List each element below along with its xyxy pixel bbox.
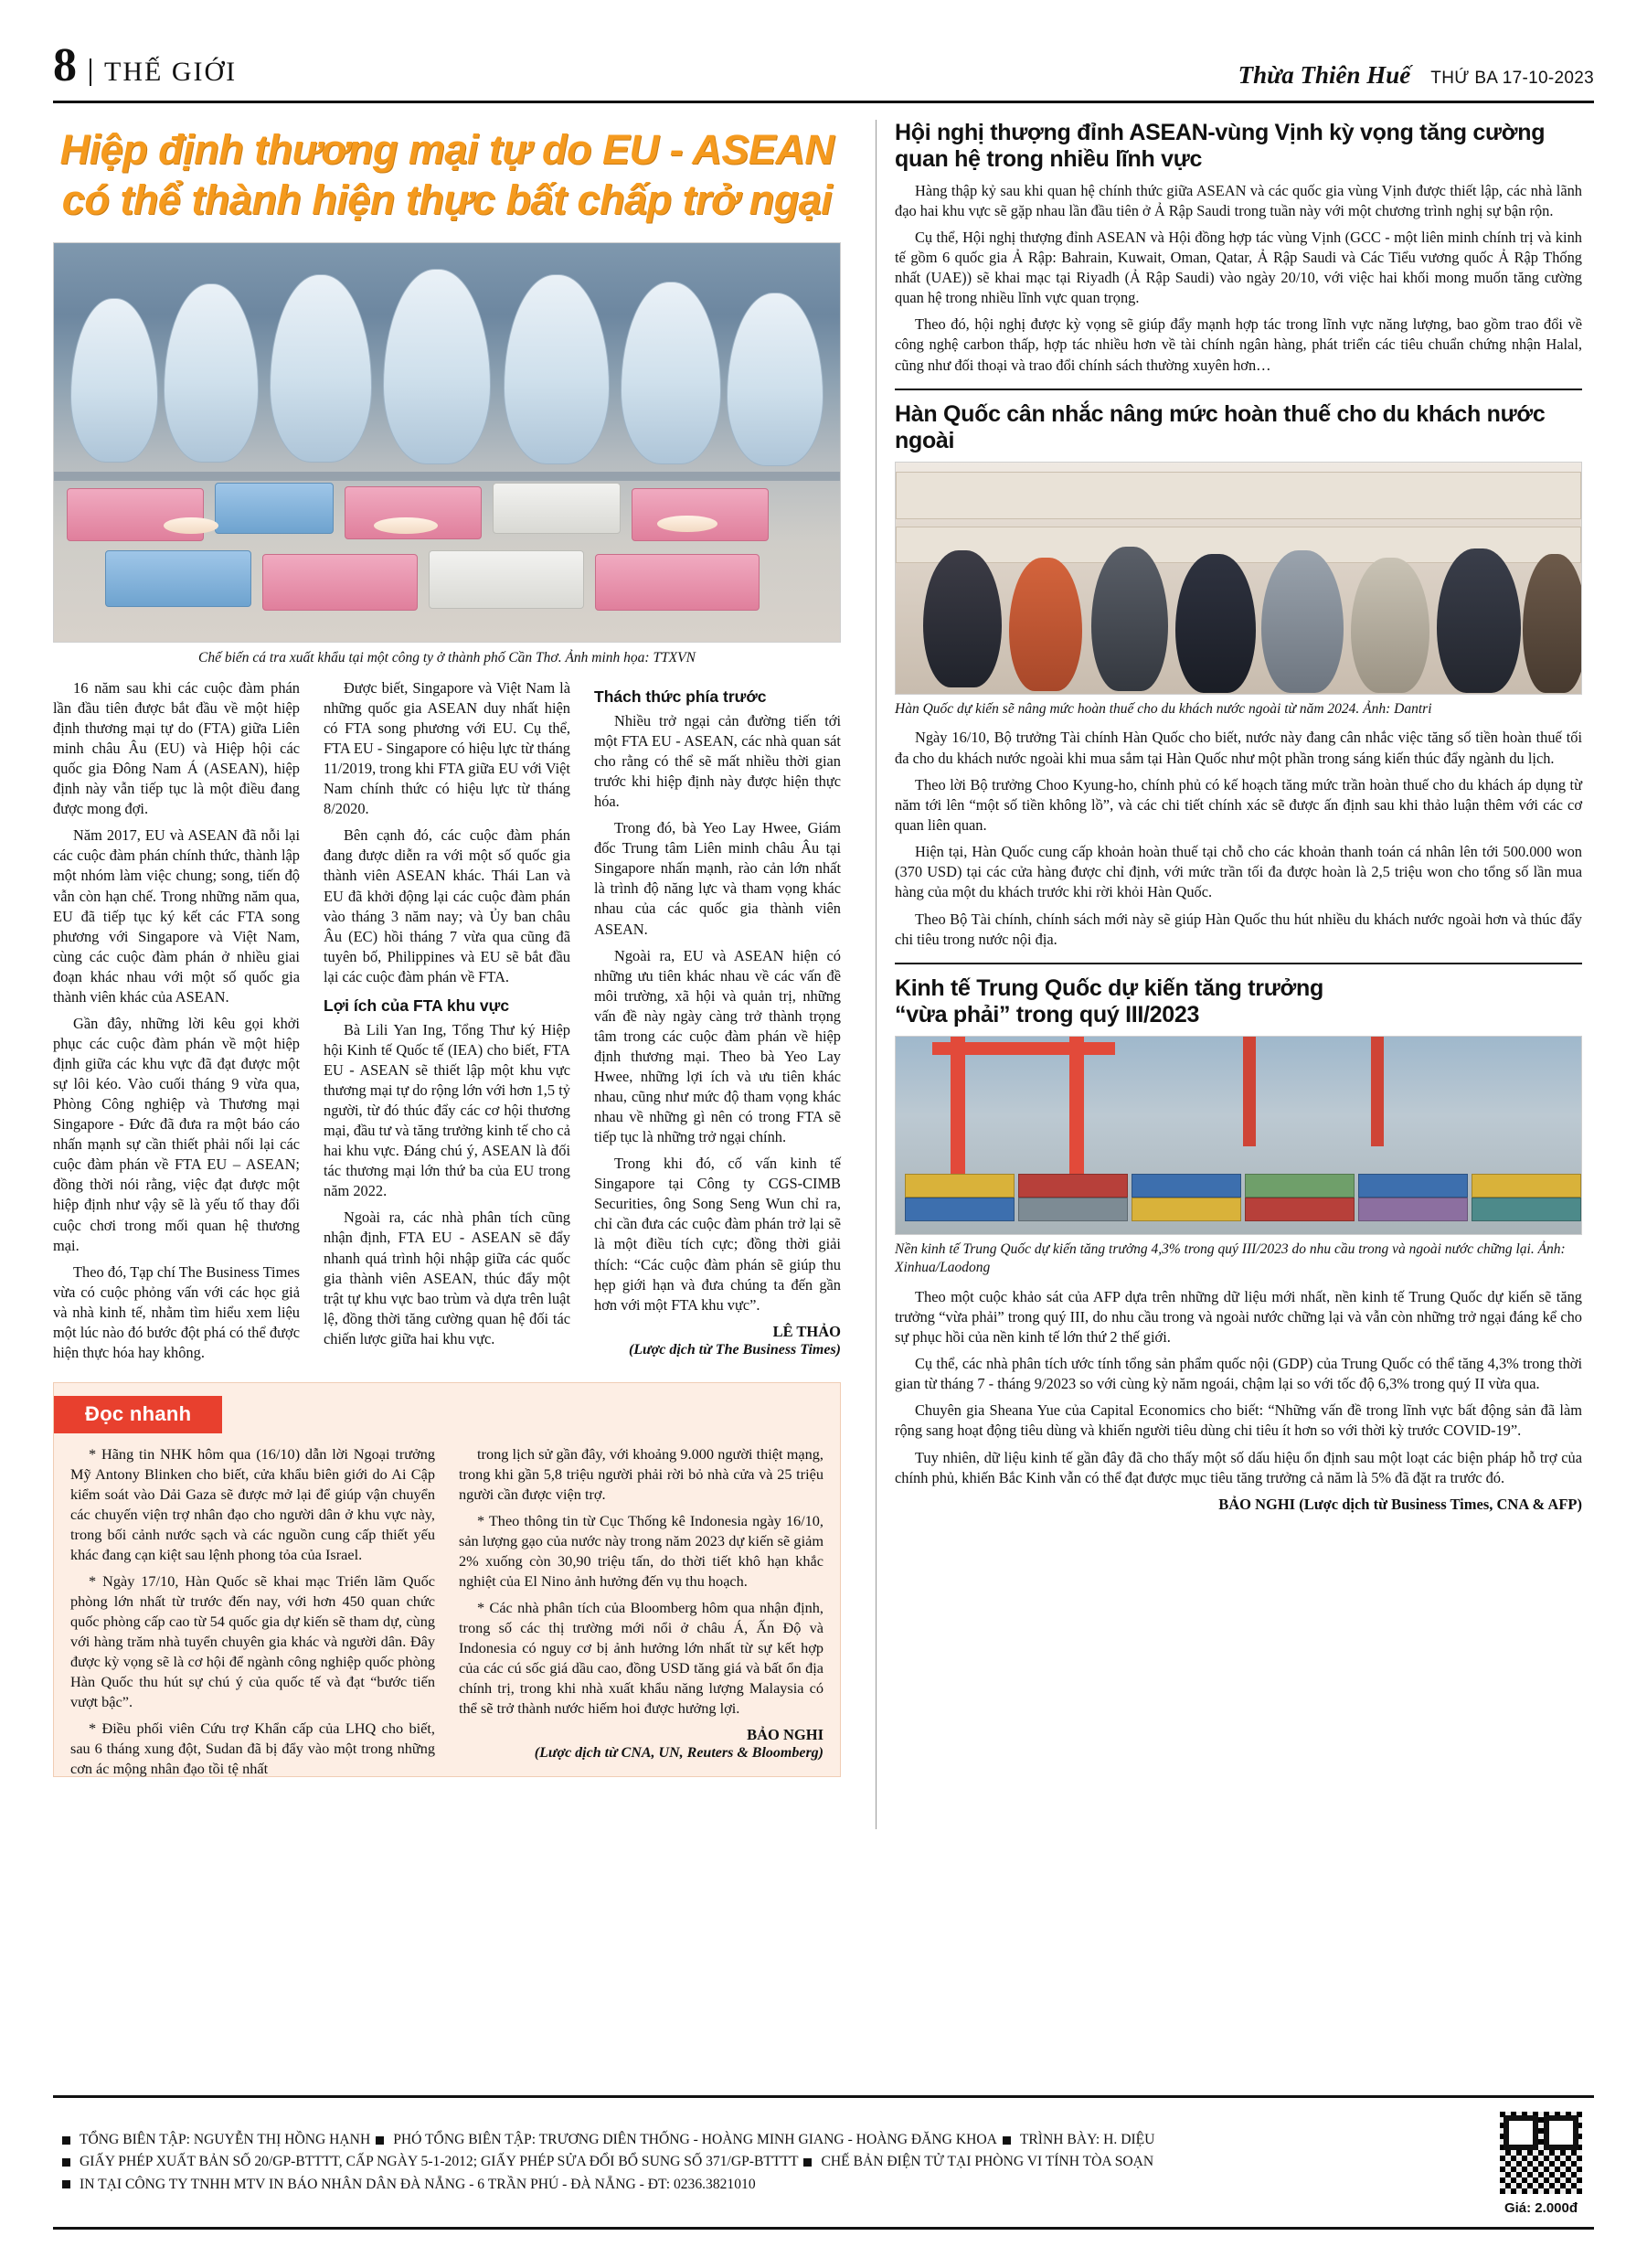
lead-headline-line2: có thể thành hiện thực bất chấp trở ngại: [61, 176, 833, 223]
quick-read-title: Đọc nhanh: [54, 1396, 222, 1433]
photo-shelf: [896, 472, 1581, 519]
lead-photo: [53, 242, 841, 643]
bullet-square-icon: [62, 2136, 70, 2145]
subheading: Thách thức phía trước: [594, 687, 767, 706]
byline: BẢO NGHI: [747, 1725, 824, 1743]
story3-headline-line1: Kinh tế Trung Quốc dự kiến tăng trưởng: [895, 974, 1323, 1001]
footer-line-3: [62, 2174, 1154, 2196]
paper-title: Thừa Thiên Huế: [1238, 61, 1411, 89]
photo-container: [1472, 1174, 1581, 1198]
photo-container: [1245, 1174, 1355, 1198]
photo-tray: [493, 483, 621, 534]
photo-container: [1018, 1174, 1128, 1198]
photo-tray: [632, 488, 769, 541]
story3-photo: [895, 1036, 1582, 1235]
photo-figure: [1091, 547, 1168, 691]
photo-container: [1132, 1198, 1241, 1221]
paragraph: Theo đó, Tạp chí The Business Times vừa có cuộc phỏng vấn với các học giả và nhà kinh tế, nhằm tìm hiểu xem liệu một lúc nào đó bước đột phá có thể được hiện thực hóa hay không.: [53, 1262, 300, 1361]
byline: LÊ THẢO: [772, 1322, 841, 1340]
photo-container: [905, 1174, 1015, 1198]
paragraph: Theo một cuộc khảo sát của AFP dựa trên những dữ liệu mới nhất, nền kinh tế Trung Quốc dự kiến sẽ tăng trưởng “vừa phải” trong quý III, do nhu cầu trong và ngoài nước chững lại và vẫn còn những trở ngại đáng kể cho sự phục hồi của nền kinh tế lớn thứ 2 thế giới.: [895, 1287, 1582, 1346]
story2-photo: [895, 462, 1582, 695]
story1-headline: Hội nghị thượng đỉnh ASEAN-vùng Vịnh kỳ vọng tăng cường quan hệ trong nhiều lĩnh vực: [895, 120, 1546, 173]
lead-photo-caption: Chế biến cá tra xuất khẩu tại một công ty ở thành phố Cần Thơ. Ảnh minh họa: TTXVN: [198, 649, 696, 665]
footer-line-2: [62, 2151, 1154, 2173]
quick-read-box: [53, 1382, 841, 1777]
lead-column-3: [594, 678, 841, 1369]
column-divider: [876, 120, 877, 1829]
photo-figure: [1009, 558, 1082, 691]
price-label: Giá: 2.000đ: [1504, 2200, 1578, 2216]
qr-code-icon: [1497, 2109, 1585, 2197]
photo-crane: [1069, 1037, 1084, 1174]
bullet-square-icon: [62, 2180, 70, 2188]
left-zone: [53, 120, 861, 1829]
paragraph: Chuyên gia Sheana Yue của Capital Economics cho biết: “Những vấn đề trong lĩnh vực bất động sản đã làm rộng sang hoạt động tiêu dùng và khiến người tiêu dùng chi tiêu ít hơn so với thời kỳ trước COVID-19”.: [895, 1401, 1582, 1440]
page-number: 8: [53, 39, 77, 91]
bullet-square-icon: [803, 2158, 812, 2167]
issue-date: THỨ BA 17-10-2023: [1430, 69, 1594, 88]
right-zone: [891, 120, 1582, 1829]
photo-container: [1132, 1174, 1241, 1198]
photo-tray: [262, 554, 418, 611]
bullet-square-icon: [62, 2158, 70, 2167]
footer-text: [62, 2129, 1154, 2195]
lead-column-1: [53, 678, 300, 1369]
printing-info: IN TẠI CÔNG TY TNHH MTV IN BÁO NHÂN DÂN ĐÀ NẴNG - 6 TRẦN PHÚ - ĐÀ NẴNG - ĐT: 0236.3821010: [80, 2176, 756, 2192]
photo-figure: [1261, 550, 1344, 693]
paragraph: Theo lời Bộ trưởng Choo Kyung-ho, chính phủ có kế hoạch tăng mức trần hoàn thuế cho du khách áp dụng từ năm tới lên “một số tiền không lồ”, và các chi tiết chính xác sẽ được ấn định sau khi thảo luận thêm với các cơ quan liên quan.: [895, 775, 1582, 834]
photo-container: [1358, 1198, 1468, 1221]
quick-item: trong lịch sử gần đây, với khoảng 9.000 người thiệt mạng, trong khi gần 5,8 triệu người phải rời bỏ nhà cửa và 25 triệu người cần được viện trợ.: [459, 1444, 824, 1503]
masthead-left: [53, 39, 238, 91]
photo-figure: [1175, 554, 1256, 693]
paragraph: Trong đó, bà Yeo Lay Hwee, Giám đốc Trung tâm Liên minh châu Âu tại Singapore nhấn mạnh, rào cản lớn nhất là trình độ năng lực và tham vọng khác nhau của các quốc gia thành viên ASEAN.: [594, 819, 841, 938]
photo-rail: [54, 472, 840, 481]
photo-fish: [374, 517, 438, 534]
paragraph: Hàng thập kỷ sau khi quan hệ chính thức giữa ASEAN và các quốc gia vùng Vịnh được thiết lập, các nhà lãnh đạo hai khu vực sẽ gặp nhau lần đầu tiên ở Ả Rập Saudi trong tuần này với một chương trình nghị sự bận rộn.: [895, 181, 1582, 219]
paragraph: Theo đó, hội nghị được kỳ vọng sẽ giúp đẩy mạnh hợp tác trong lĩnh vực năng lượng, bao gồm trao đổi về công nghệ carbon thấp, hợp tác nhiều hơn về tài chính ngân hàng, phát triển các tiêu chuẩn chứng nhận Halal, cũng như đối thoại và trao đổi chính sách thường xuyên hơn…: [895, 315, 1582, 374]
photo-container: [1018, 1198, 1128, 1221]
page-footer: [53, 2095, 1594, 2230]
photo-tray: [429, 550, 584, 609]
quick-item: * Điều phối viên Cứu trợ Khẩn cấp của LHQ cho biết, sau 6 tháng xung đột, Sudan đã bị đẩy vào một trong những cơn ác mộng nhân đạo tồi tệ nhất: [70, 1719, 435, 1777]
paragraph: Năm 2017, EU và ASEAN đã nỗi lại các cuộc đàm phán chính thức, thành lập một nhóm làm việc chung; song, tiến độ vẫn còn hạn chế. Trong những năm qua, EU đã tiếp tục ký kết các FTA song phương với Singapore và Việt Nam, cùng các cuộc đàm phán ở nhiều giai đoạn khác nhau với một số quốc gia thành viên khác của ASEAN.: [53, 826, 300, 1006]
footer-right: [1497, 2109, 1585, 2216]
masthead-right: [1238, 61, 1594, 90]
quick-item: * Các nhà phân tích của Bloomberg hôm qua nhận định, trong số các thị trường mới nổi ở châu Á, Ấn Độ và Indonesia có nguy cơ bị ảnh hưởng lớn nhất từ sự kết hợp của các cú sốc giá dầu cao, đồng USD tăng giá và bất ổn địa chính trị, trong khi nhà xuất khẩu năng lượng Malaysia có thể sẽ trở thành nước hiếm hoi được hưởng lợi.: [459, 1598, 824, 1717]
quick-read-columns: [70, 1444, 824, 1785]
photo-figure: [1437, 548, 1521, 693]
quick-item: * Hãng tin NHK hôm qua (16/10) dẫn lời Ngoại trưởng Mỹ Antony Blinken cho biết, cửa khẩu biên giới do Ai Cập kiểm soát vào Dải Gaza sẽ được mở lại để giúp vận chuyển các chuyến viện trợ nhân đạo cho người dân ở khu vực này, trong bối cảnh nước sạch và các nguồn cung cấp thiết yếu khác đang cạn kiệt sau lệnh phong tỏa của Israel.: [70, 1444, 435, 1563]
photo-crane: [932, 1042, 1115, 1055]
story2-headline: Hàn Quốc cân nhắc nâng mức hoàn thuế cho du khách nước ngoài: [895, 389, 1582, 455]
masthead: [53, 39, 1594, 103]
section-title: THẾ GIỚI: [90, 59, 237, 86]
photo-container: [1245, 1198, 1355, 1221]
photo-tray: [215, 483, 334, 534]
photo-figure: [1523, 554, 1582, 693]
photo-fish: [657, 516, 717, 532]
lead-headline: [53, 125, 841, 226]
story3-headline-line2: “vừa phải” trong quý III/2023: [895, 1002, 1200, 1028]
deputy-editors: PHÓ TỔNG BIÊN TẬP: TRƯƠNG DIÊN THỐNG - HOÀNG MINH GIANG - HOÀNG ĐĂNG KHOA: [393, 2132, 997, 2148]
byline-source: (Lược dịch từ CNA, UN, Reuters & Bloomberg): [534, 1744, 824, 1761]
paragraph: Bên cạnh đó, các cuộc đàm phán đang được diễn ra với một số quốc gia thành viên ASEAN khác. Thái Lan và EU đã khởi động lại các cuộc đàm phán vào tháng 3 năm nay; và Ủy ban châu Âu (EC) hồi tháng 7 vừa qua cũng đã tuyên bố, Philippines và EU sẽ bắt đầu lại các cuộc đàm phán về FTA.: [324, 826, 570, 985]
paragraph: Tuy nhiên, dữ liệu kinh tế gần đây đã cho thấy một số dấu hiệu ổn định sau một loạt các biện pháp hỗ trợ của chính phủ, khiến Bắc Kinh vẫn có thể đạt được mục tiêu tăng trưởng cả năm là 5% đã đặt ra trước đó.: [895, 1448, 1582, 1486]
editor-in-chief: TỔNG BIÊN TẬP: NGUYỄN THỊ HỒNG HẠNH: [80, 2132, 371, 2148]
photo-container: [905, 1198, 1015, 1221]
byline-source: (Lược dịch từ The Business Times): [628, 1341, 841, 1358]
paragraph: Nhiều trở ngại cản đường tiến tới một FTA EU - ASEAN, các nhà quan sát cho rằng có thể sẽ mất nhiều thời gian trước khi hiệp định này được hiện thực hóa.: [594, 711, 841, 811]
paragraph: Cụ thể, các nhà phân tích ước tính tổng sản phẩm quốc nội (GDP) của Trung Quốc có thể tăng 4,3% trong thời gian từ tháng 7 - tháng 9/2023 so với cùng kỳ năm ngoái, chậm lại so với tốc độ 6,3% trong quý II vừa qua.: [895, 1355, 1582, 1393]
quick-read-column-2: [459, 1444, 824, 1785]
photo-figure: [923, 550, 1002, 687]
story3-photo-caption: Nền kinh tế Trung Quốc dự kiến tăng trưởng 4,3% trong quý III/2023 do nhu cầu trong và ngoài nước chững lại. Ảnh: Xinhua/Laodong: [895, 1241, 1566, 1276]
lead-article-columns: [53, 678, 841, 1369]
footer-line-1: [62, 2129, 1154, 2151]
photo-container: [1472, 1198, 1581, 1221]
subheading: Lợi ích của FTA khu vực: [324, 996, 510, 1015]
paragraph: Gần đây, những lời kêu gọi khởi phục các cuộc đàm phán về một hiệp định giữa các khu vực đã đạt được một sự lôi kéo. Vào cuối tháng 9 vừa qua, Phòng Công nghiệp và Thương mại Singapore - Đức đã đưa ra một báo cáo nhấn mạnh sự cần thiết phải nối lại các cuộc đàm phán về FTA EU – ASEAN; đồng thời nói rằng, việc đạt được một hiệp định như vậy sẽ là yếu tố thay đổi cuộc chơi trong mối quan hệ thương mại.: [53, 1014, 300, 1254]
paragraph: Được biết, Singapore và Việt Nam là những quốc gia ASEAN duy nhất hiện có FTA song phương với EU. Cụ thể, FTA EU - Singapore có hiệu lực từ tháng 11/2019, trong khi FTA giữa EU với Việt Nam chính thức có hiệu lực từ tháng 8/2020.: [324, 678, 570, 818]
quick-item: * Ngày 17/10, Hàn Quốc sẽ khai mạc Triển lãm Quốc phòng lớn nhất từ trước đến nay, với hơn 450 quan chức quốc phòng cấp cao từ 54 quốc gia dự kiến sẽ tham dự, cùng với hàng trăm nhà tuyển chuyên gia khác và người dân. Đây được kỳ vọng sẽ là cơ hội để ngành công nghiệp quốc phòng Hàn Quốc thu hút sự chú ý của quốc tế và đạt “bước tiến vượt bậc”.: [70, 1571, 435, 1710]
quick-item: * Theo thông tin từ Cục Thống kê Indonesia ngày 16/10, sản lượng gạo của nước này trong năm 2023 dự kiến sẽ giảm 2% xuống còn 30,90 triệu tấn, do thời tiết khô hạn khắc nghiệt của El Nino ảnh hưởng đến vụ thu hoạch.: [459, 1511, 824, 1590]
page-content: [53, 120, 1594, 1829]
paragraph: Ngày 16/10, Bộ trưởng Tài chính Hàn Quốc cho biết, nước này đang cân nhắc việc tăng số tiền hoàn thuế tối đa cho du khách nước ngoài khi mua sắm tại Hàn Quốc như một phần trong sáng kiến thúc đẩy ngành du lịch.: [895, 729, 1582, 767]
paragraph: Theo Bộ Tài chính, chính sách mới này sẽ giúp Hàn Quốc thu hút nhiều du khách nước ngoài hơn và thúc đẩy chi tiêu trong nước nội địa.: [895, 910, 1582, 948]
paragraph: Ngoài ra, các nhà phân tích cũng nhận định, FTA EU - ASEAN sẽ đẩy nhanh quá trình hội nhập giữa các quốc gia thành viên ASEAN, thúc đẩy một trật tự khu vực bao trùm và dựa trên luật lệ, đồng thời tăng cường quan hệ đối tác chiến lược giữa hai khu vực.: [324, 1209, 570, 1347]
photo-fish: [164, 517, 218, 534]
photo-crane: [1243, 1037, 1256, 1146]
photo-tray: [105, 550, 251, 607]
photo-tray: [595, 554, 760, 611]
story3-headline: [895, 963, 1582, 1029]
paragraph: Hiện tại, Hàn Quốc cung cấp khoản hoàn thuế tại chỗ cho các khoản thanh toán cá nhân lên tới 500.000 won (370 USD) tại các cửa hàng được chỉ định, với mức trần tối đa được hoàn là 2,5 triệu won cho tổng số lần mua hàng của một du khách trước khi rời khỏi Hàn Quốc.: [895, 843, 1582, 901]
lead-column-2: [324, 678, 570, 1369]
paragraph: Cụ thể, Hội nghị thượng đỉnh ASEAN và Hội đồng hợp tác vùng Vịnh (GCC - một liên minh chính trị và kinh tế gồm 6 quốc gia Ả Rập: Bahrain, Kuwait, Oman, Qatar, Ả Rập Saudi và Các Tiểu vương quốc Ả Rập Thống nhất (UAE)) sẽ khai mạc tại Riyadh (Ả Rập Saudi) vào ngày 20/10, với việc hai khối mong muốn tăng cường quan hệ trong nhiều lĩnh vực quan trọng.: [895, 228, 1582, 307]
bullet-square-icon: [1003, 2136, 1011, 2145]
photo-container: [1358, 1174, 1468, 1198]
paragraph: Ngoài ra, EU và ASEAN hiện có những ưu tiên khác nhau về các vấn đề môi trường, xã hội và quản trị, những vấn đề này ngày càng trở thành trọng tâm trong các cuộc đàm phán về hiệp định thương mại. Theo bà Yeo Lay Hwee, những lợi ích và ưu tiên khác nhau, cũng như mức độ tham vọng khác nhau về những gì nên có trong FTA sẽ tiếp tục là những trở ngại chính.: [594, 946, 841, 1146]
photo-figure: [1351, 558, 1429, 693]
paragraph: Trong khi đó, cố vấn kinh tế Singapore tại Công ty CGS-CIMB Securities, ông Song Seng Wun chỉ ra, chỉ cần đưa các cuộc đàm phán trở lại sẽ là một điều tích cực; đồng thời giải thích: “Các cuộc đàm phán sẽ giúp thu hẹp giới hạn và đưa chúng ta đến gần hơn với một FTA khu vực”.: [594, 1155, 841, 1314]
publishing-license: GIẤY PHÉP XUẤT BẢN SỐ 20/GP-BTTTT, CẤP NGÀY 5-1-2012; GIẤY PHÉP SỬA ĐỔI BỔ SUNG SỐ 371/GP-BTTTT: [80, 2154, 799, 2170]
lead-headline-line1: Hiệp định thương mại tự do EU - ASEAN: [59, 126, 834, 173]
paragraph: Bà Lili Yan Ing, Tổng Thư ký Hiệp hội Kinh tế Quốc tế (IEA) cho biết, FTA EU - ASEAN sẽ thiết lập một khu vực thương mại tự do rộng lớn với hơn 1,5 tỷ người, từ đó thúc đẩy các cơ hội thương mại, đầu tư và tăng trưởng kinh tế cho cả hai khu vực. Đáng chú ý, ASEAN là đối tác thương mại lớn thứ ba của EU trong năm 2022.: [324, 1020, 570, 1200]
paragraph: 16 năm sau khi các cuộc đàm phán lần đầu tiên được bắt đầu về một hiệp định thương mại tự do (FTA) giữa Liên minh châu Âu (EU) và Hiệp hội các quốc gia Đông Nam Á (ASEAN), hiệp định này vẫn tiếp tục là một điều đang được mong đợi.: [53, 678, 300, 818]
story2-photo-caption: Hàn Quốc dự kiến sẽ nâng mức hoàn thuế cho du khách nước ngoài từ năm 2024. Ảnh: Dantri: [895, 701, 1432, 718]
typesetting-credit: CHẾ BẢN ĐIỆN TỬ TẠI PHÒNG VI TÍNH TÒA SOẠN: [821, 2154, 1154, 2170]
byline: BẢO NGHI (Lược dịch từ Business Times, CNA & AFP): [1218, 1495, 1582, 1513]
bullet-square-icon: [376, 2136, 384, 2145]
photo-crane: [1371, 1037, 1384, 1146]
quick-read-column-1: [70, 1444, 435, 1785]
photo-crane: [951, 1037, 965, 1174]
layout-credit: TRÌNH BÀY: H. DIỆU: [1019, 2132, 1155, 2148]
